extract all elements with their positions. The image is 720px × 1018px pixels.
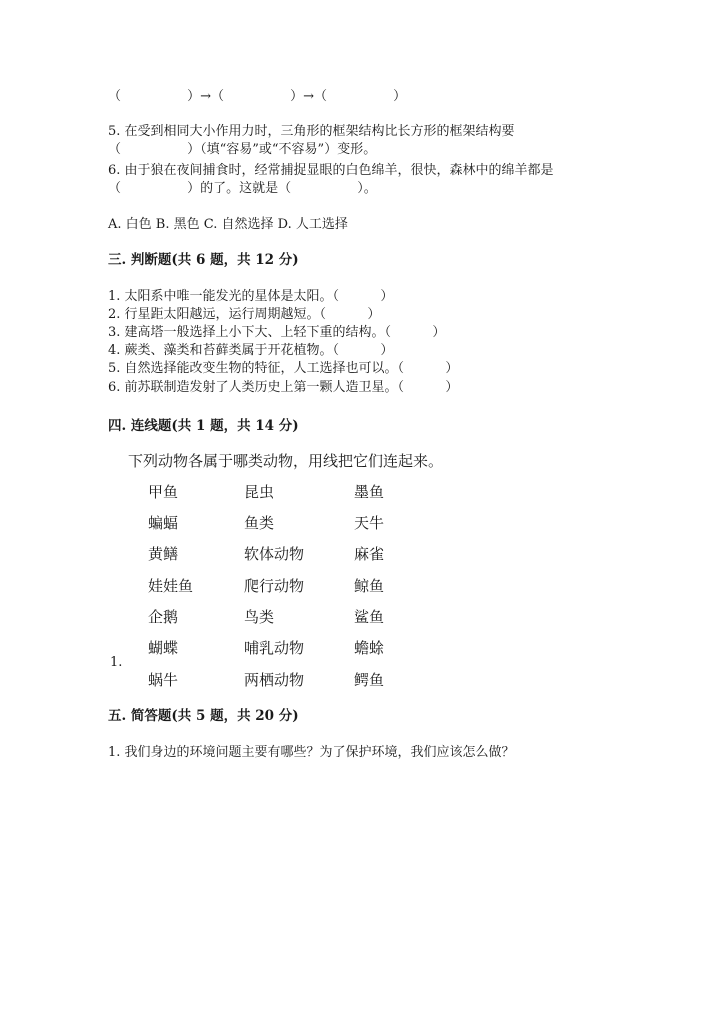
match-cell-r6-c1: 蝴蝶 <box>148 639 179 657</box>
match-cell-r5-c1: 企鹅 <box>148 608 179 626</box>
match-cell-r7-c1: 蜗牛 <box>148 671 179 689</box>
match-cell-r1-c3: 墨鱼 <box>354 483 385 501</box>
q5-line2: （ ）（填“容易”或“不容易”）变形。 <box>108 142 377 157</box>
match-question-number: 1. <box>110 655 123 670</box>
match-cell-r5-c2: 鸟类 <box>244 608 275 626</box>
judge-item-4: 4. 蕨类、藻类和苔藓类属于开花植物。（ ） <box>108 343 394 358</box>
options-line: A. 白色 B. 黑色 C. 自然选择 D. 人工选择 <box>108 217 348 232</box>
match-cell-r6-c3: 蟾蜍 <box>354 639 385 657</box>
match-cell-r2-c3: 天牛 <box>354 514 385 532</box>
judge-item-2: 2. 行星距太阳越远，运行周期越短。（ ） <box>108 307 381 322</box>
match-cell-r7-c2: 两栖动物 <box>244 671 305 689</box>
match-cell-r6-c2: 哺乳动物 <box>244 639 305 657</box>
short-answer-q1: 1. 我们身边的环境问题主要有哪些？为了保护环境，我们应该怎么做？ <box>108 745 515 760</box>
match-cell-r3-c2: 软体动物 <box>244 545 305 563</box>
match-cell-r7-c3: 鳄鱼 <box>354 671 385 689</box>
match-cell-r4-c3: 鲸鱼 <box>354 577 385 595</box>
match-cell-r2-c1: 蝙蝠 <box>148 514 179 532</box>
q5-line1: 5. 在受到相同大小作用力时，三角形的框架结构比长方形的框架结构要 <box>108 124 515 139</box>
judge-item-1: 1. 太阳系中唯一能发光的星体是太阳。（ ） <box>108 289 394 304</box>
match-cell-r4-c1: 娃娃鱼 <box>148 577 194 595</box>
q6-line2: （ ）的了。这就是（ ）。 <box>108 181 377 196</box>
match-cell-r5-c3: 鲨鱼 <box>354 608 385 626</box>
match-cell-r1-c2: 昆虫 <box>244 483 275 501</box>
match-cell-r3-c1: 黄鳝 <box>148 545 179 563</box>
match-heading: 四. 连线题(共 1 题，共 14 分) <box>108 418 299 434</box>
match-cell-r2-c2: 鱼类 <box>244 514 275 532</box>
short-answer-heading: 五. 简答题(共 5 题，共 20 分) <box>108 708 299 724</box>
match-intro: 下列动物各属于哪类动物，用线把它们连起来。 <box>128 452 444 470</box>
match-cell-r1-c1: 甲鱼 <box>148 483 179 501</box>
judge-item-3: 3. 建高塔一般选择上小下大、上轻下重的结构。（ ） <box>108 325 446 340</box>
judge-item-5: 5. 自然选择能改变生物的特征，人工选择也可以。（ ） <box>108 361 459 376</box>
q6-line1: 6. 由于狼在夜间捕食时，经常捕捉显眼的白色绵羊，很快，森林中的绵羊都是 <box>108 163 554 178</box>
judge-item-6: 6. 前苏联制造发射了人类历史上第一颗人造卫星。（ ） <box>108 380 459 395</box>
judge-heading: 三. 判断题(共 6 题，共 12 分) <box>108 252 299 268</box>
match-cell-r4-c2: 爬行动物 <box>244 577 305 595</box>
match-cell-r3-c3: 麻雀 <box>354 545 385 563</box>
q4-blanks: （ ）→（ ）→（ ） <box>108 89 407 104</box>
